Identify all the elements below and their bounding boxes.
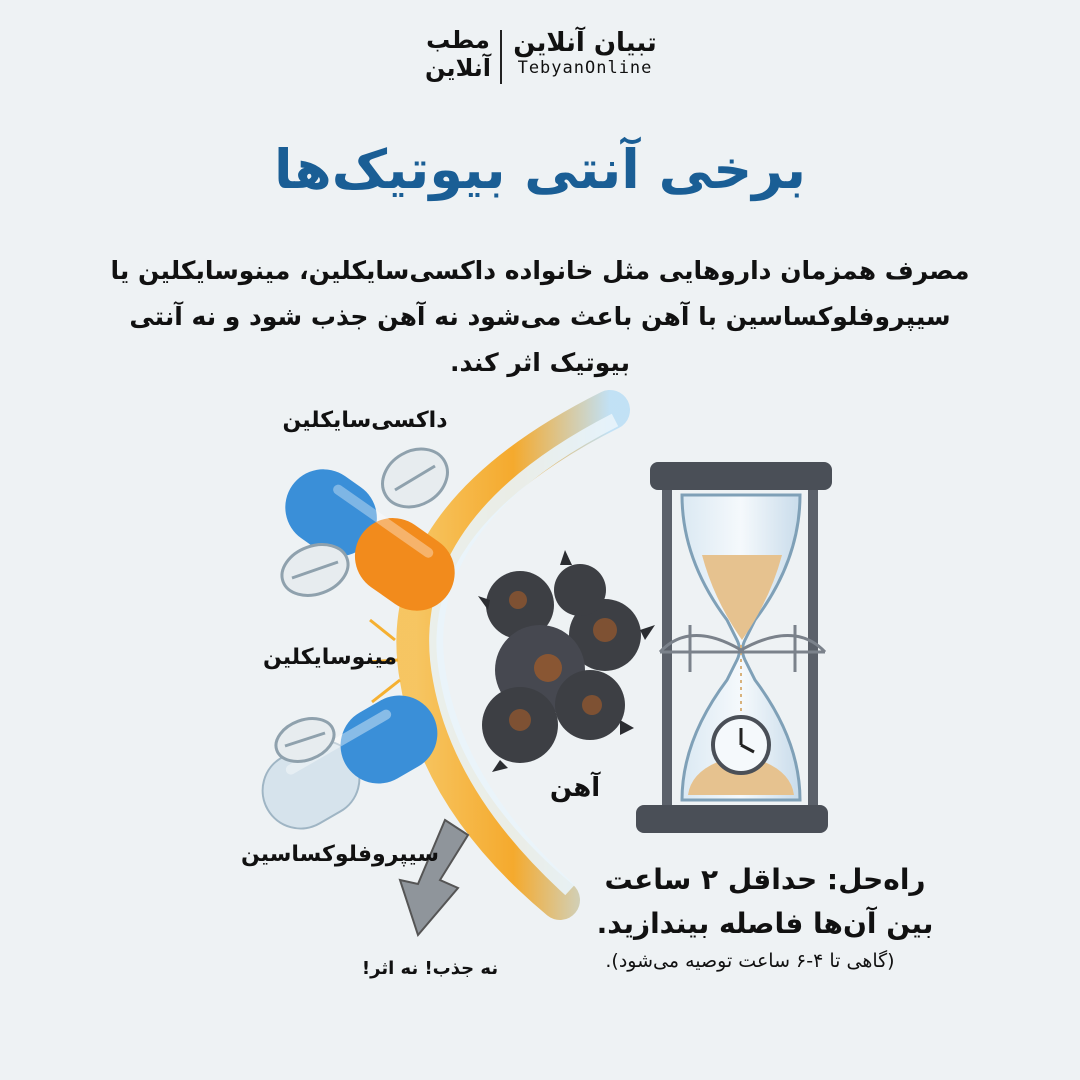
tebyan-logo-en: TebyanOnline — [517, 58, 653, 78]
matab-logo-line2: آنلاین — [424, 54, 492, 82]
intro-text: مصرف همزمان داروهایی مثل خانواده داکسی‌سایکلین، مینوسایکلین یا سیپروفلوکساسین با آهن باعث می‌شود نه آهن جذب شود و نه آنتی بیوتیک اثر کند. — [110, 256, 970, 377]
label-no-absorption: نه جذب! نه اثر! — [361, 958, 499, 979]
cracked-arrow-icon — [400, 820, 468, 935]
label-minocycline: مینوسایکلین — [262, 645, 398, 670]
iron-particles — [478, 550, 655, 772]
page-title: برخی آنتی بیوتیک‌ها — [274, 138, 806, 201]
tebyan-logo-fa: تبیان آنلاین — [513, 28, 657, 58]
matab-logo-line1: مطب — [426, 26, 490, 54]
label-doxycycline: داکسی‌سایکلین — [282, 408, 448, 433]
solution-text — [570, 858, 960, 946]
solution-line2: بین آن‌ها فاصله بیندازید. — [596, 907, 934, 940]
label-iron: آهن — [549, 773, 601, 803]
solution-line1: راه‌حل: حداقل ۲ ساعت — [604, 863, 926, 896]
tablet-pill — [372, 438, 458, 519]
solution-note: (گاهی تا ۴-۶ ساعت توصیه می‌شود). — [605, 950, 895, 972]
label-ciprofloxacin: سیپروفلوکساسین — [241, 842, 439, 867]
capsule-blue-white — [249, 682, 452, 843]
hourglass-icon — [636, 462, 832, 833]
